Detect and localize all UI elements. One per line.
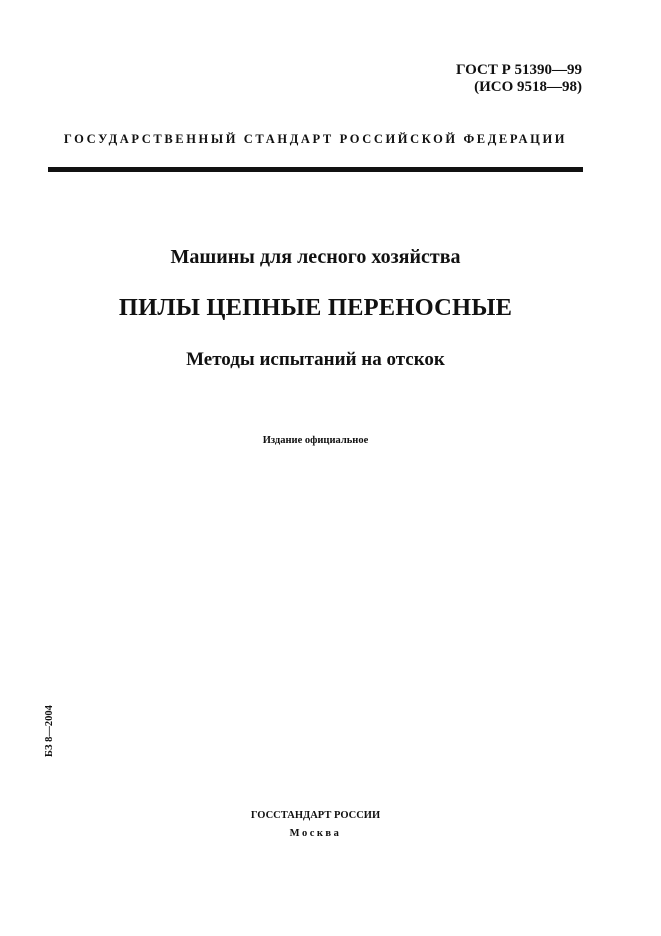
side-catalog-code: БЗ 8—2004 [44, 705, 55, 757]
publisher-block [0, 807, 631, 843]
standard-designation [456, 62, 582, 96]
state-standard-banner: ГОСУДАРСТВЕННЫЙ СТАНДАРТ РОССИЙСКОЙ ФЕДЕРАЦИИ [63, 132, 568, 146]
edition-note: Издание официальное [262, 435, 369, 446]
header-divider [48, 167, 583, 172]
publisher-organization: ГОССТАНДАРТ РОССИИ [250, 810, 381, 821]
document-title: ПИЛЫ ЦЕПНЫЕ ПЕРЕНОСНЫЕ [118, 294, 513, 321]
iso-number: (ИСО 9518—98) [474, 79, 582, 95]
publisher-city: Москва [289, 828, 342, 839]
standard-number: ГОСТ Р 51390—99 [455, 62, 582, 78]
subject-heading: Машины для лесного хозяйства [170, 246, 461, 268]
method-subtitle: Методы испытаний на отскок [186, 349, 445, 370]
